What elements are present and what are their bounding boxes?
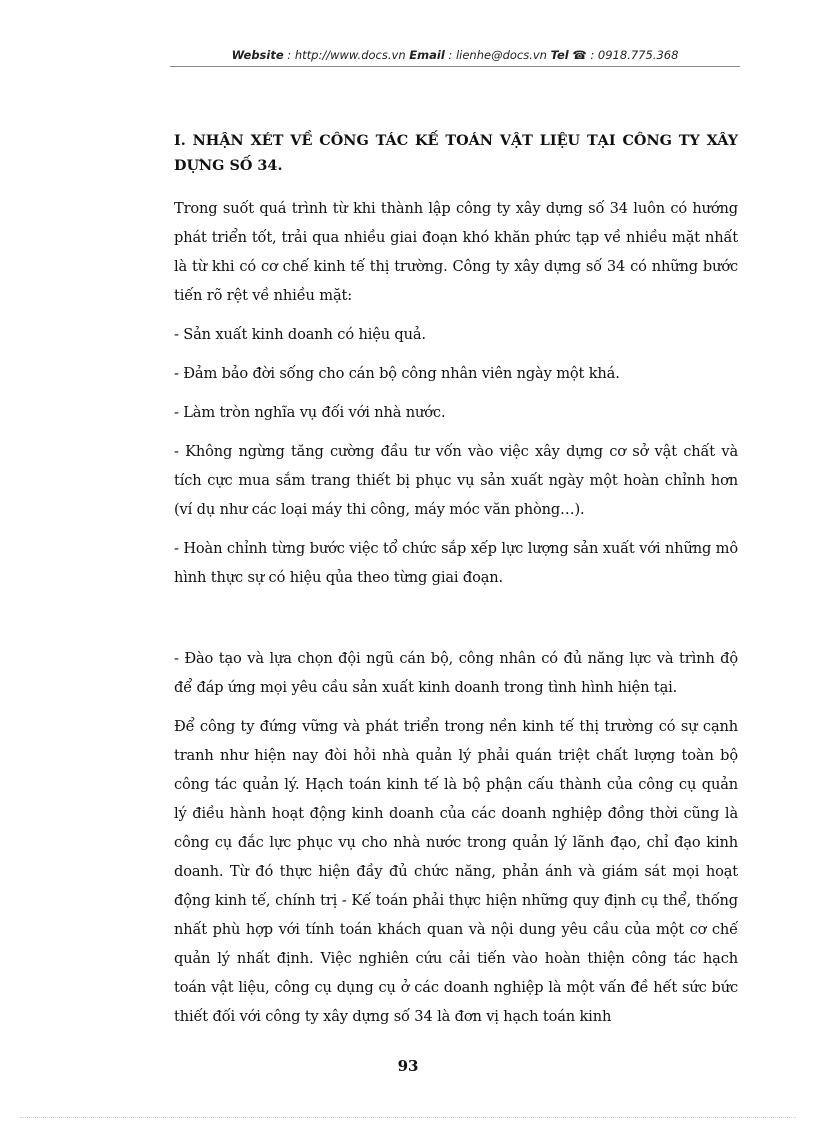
header-divider [170, 66, 740, 67]
paragraph-body: Để công ty đứng vững và phát triển trong nền kinh tế thị trường có sự cạnh tranh như hiện nay đòi hỏi nhà quản lý phải quán triệt chất lượng toàn bộ công tác quản lý. Hạch toán kinh tế là bộ phận cấu thành của công cụ quản lý điều hành hoạt động kinh doanh của các doanh nghiệp đồng thời cũng là công cụ đắc lực phục vụ cho nhà nước trong quản lý lãnh đạo, chỉ đạo kinh doanh. Từ đó thực hiện đầy đủ chức năng, phản ánh và giám sát mọi hoạt động kinh tế, chính trị - Kế toán phải thực hiện những quy định cụ thể, thống nhất phù hợp với tính toán khách quan và nội dung yêu cầu của một cơ chế quản lý nhất định. Việc nghiên cứu cải tiến vào hoàn thiện công tác hạch toán vật liệu, công cụ dụng cụ ở các doanh nghiệp là một vấn đề hết sức bức thiết đối với công ty xây dựng số 34 là đơn vị hạch toán kinh [174, 718, 738, 1025]
website-label: Website [231, 48, 284, 62]
footer-divider [20, 1117, 796, 1118]
list-item: - Hoàn chỉnh từng bước việc tổ chức sắp xếp lực lượng sản xuất với những mô hình thực sự có hiệu qủa theo từng giai đoạn. [174, 540, 738, 586]
blank-gap [174, 602, 738, 644]
email-label: Email [409, 48, 445, 62]
website-link[interactable]: http://www.docs.vn [294, 48, 406, 62]
phone-number: 0918.775.368 [597, 48, 679, 62]
email-link[interactable]: lienhe@docs.vn [455, 48, 547, 62]
list-item: - Không ngừng tăng cường đầu tư vốn vào việc xây dựng cơ sở vật chất và tích cực mua sắm trang thiết bị phục vụ sản xuất ngày một hoàn chỉnh hơn (ví dụ như các loại máy thi công, máy móc văn phòng…). [174, 443, 738, 518]
list-item: - Đảm bảo đời sống cho cán bộ công nhân viên ngày một khá. [174, 365, 620, 382]
document-body [174, 128, 738, 1041]
phone-icon: ☎ [572, 48, 587, 62]
page-number: 93 [397, 1057, 419, 1075]
list-item: - Đào tạo và lựa chọn đội ngũ cán bộ, công nhân có đủ năng lực và trình độ để đáp ứng mọi yêu cầu sản xuất kinh doanh trong tình hình hiện tại. [174, 650, 738, 696]
page-header: Website : http://www.docs.vn Email : lienhe@docs.vn Tel ☎ : 0918.775.368 [231, 48, 679, 62]
paragraph-intro: Trong suốt quá trình từ khi thành lập công ty xây dựng số 34 luôn có hướng phát triển tốt, trải qua nhiều giai đoạn khó khăn phức tạp về nhiều mặt nhất là từ khi có cơ chế kinh tế thị trường. Công ty xây dựng số 34 có những bước tiến rõ rệt về nhiều mặt: [174, 200, 738, 304]
list-item: - Làm tròn nghĩa vụ đối với nhà nước. [174, 404, 446, 421]
list-item: - Sản xuất kinh doanh có hiệu quả. [174, 326, 426, 343]
tel-label: Tel [550, 48, 569, 62]
section-heading: I. NHẬN XÉT VỀ CÔNG TÁC KẾ TOÁN VẬT LIỆU TẠI CÔNG TY XÂY DỰNG SỐ 34. [174, 132, 738, 174]
